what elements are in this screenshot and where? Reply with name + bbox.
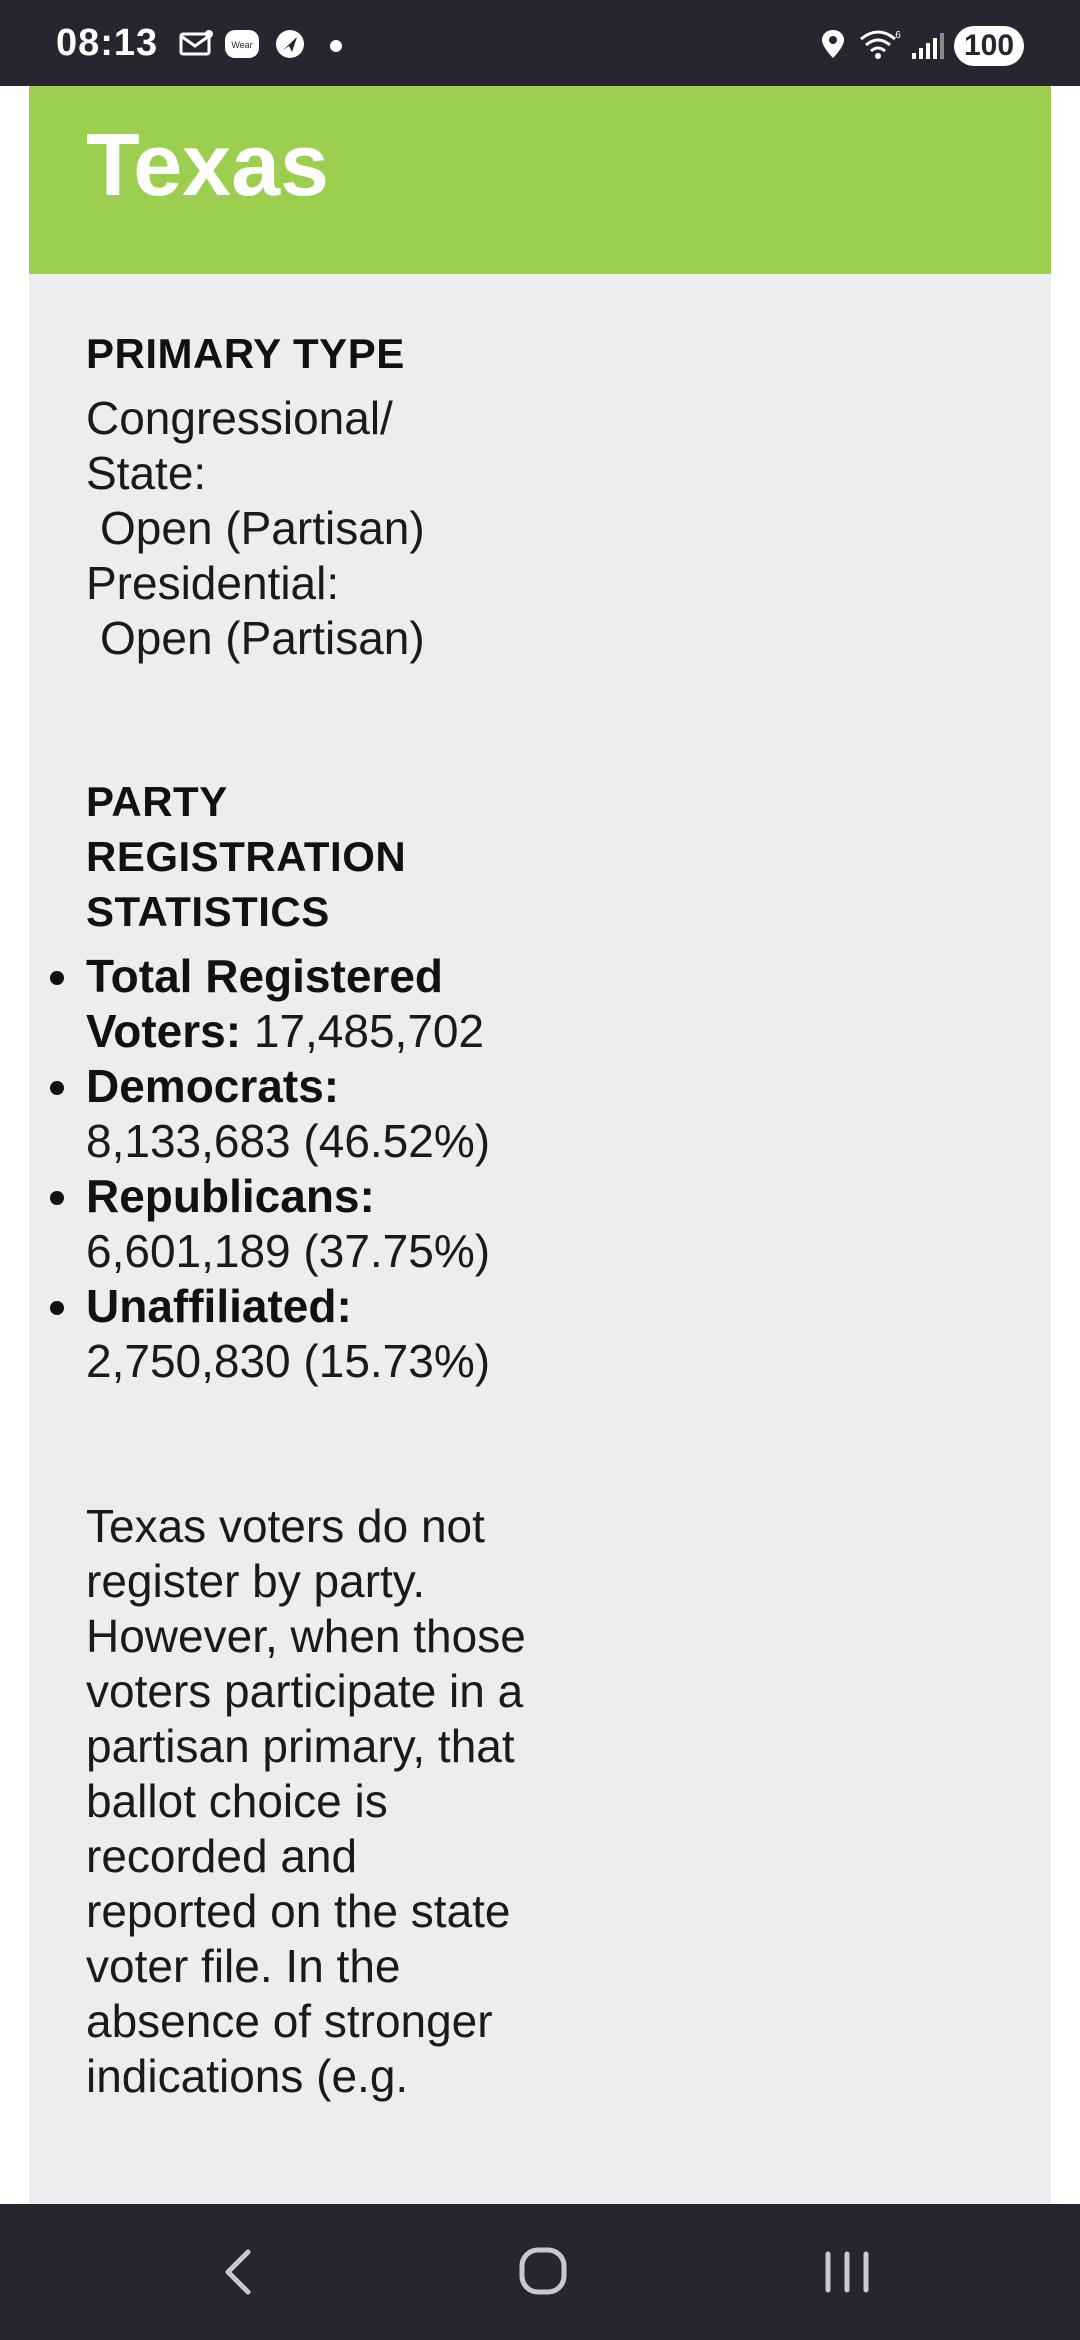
registration-heading: [86, 774, 526, 939]
state-card: [29, 86, 1051, 2204]
state-title: Texas: [86, 115, 329, 214]
home-button[interactable]: [508, 2240, 578, 2304]
stat-total-registered: [86, 949, 526, 1059]
primary-type-line: Open (Partisan): [100, 612, 425, 664]
stat-label: Total Registered Voters:: [86, 950, 443, 1057]
primary-type-heading: PRIMARY TYPE: [86, 330, 405, 377]
primary-type-line: State:: [86, 447, 207, 499]
navigation-app-icon: [272, 28, 308, 60]
location-icon: [818, 28, 848, 60]
primary-type-line: Open (Partisan): [100, 502, 425, 554]
stat-value: 8,133,683 (46.52%): [86, 1115, 491, 1167]
stat-unaffiliated: [86, 1279, 526, 1389]
stat-label: Democrats:: [86, 1060, 340, 1112]
stat-label: Republicans:: [86, 1170, 375, 1222]
state-content: [86, 326, 526, 2150]
wear-icon: [224, 28, 260, 60]
svg-text:6: 6: [895, 30, 901, 41]
stat-label: Unaffiliated:: [86, 1280, 352, 1332]
stat-republicans: [86, 1169, 526, 1279]
registration-heading-line: STATISTICS: [86, 888, 330, 935]
wifi-icon: [858, 28, 902, 60]
navigation-bar: [0, 2204, 1080, 2340]
primary-type-line: Presidential:: [86, 557, 340, 609]
recent-apps-button[interactable]: [812, 2240, 882, 2304]
status-bar: [0, 0, 1080, 86]
status-time: 08:13: [56, 22, 159, 64]
stat-value: 2,750,830 (15.73%): [86, 1335, 491, 1387]
registration-note: Texas voters do not register by party. However, when those voters participate in a partisan primary, that ballot choice is recorded and reported on the state voter file. In the absence of stronger indications (e.g.: [86, 1500, 526, 2102]
registration-heading-line: REGISTRATION: [86, 833, 407, 880]
mail-icon: [178, 28, 214, 60]
stat-value: 6,601,189 (37.75%): [86, 1225, 491, 1277]
stat-democrats: [86, 1059, 526, 1169]
signal-icon: [910, 30, 946, 62]
state-header: [29, 86, 1051, 274]
registration-heading-line: PARTY: [86, 778, 228, 825]
back-button[interactable]: [206, 2240, 276, 2304]
primary-type-details: [86, 391, 526, 666]
battery-indicator: 100: [954, 26, 1024, 66]
stat-value: 17,485,702: [253, 1005, 485, 1057]
wear-label: Wear: [231, 40, 253, 50]
notification-dot-icon: [330, 40, 342, 52]
registration-stats-list: [86, 949, 526, 1389]
primary-type-line: Congressional/: [86, 392, 393, 444]
